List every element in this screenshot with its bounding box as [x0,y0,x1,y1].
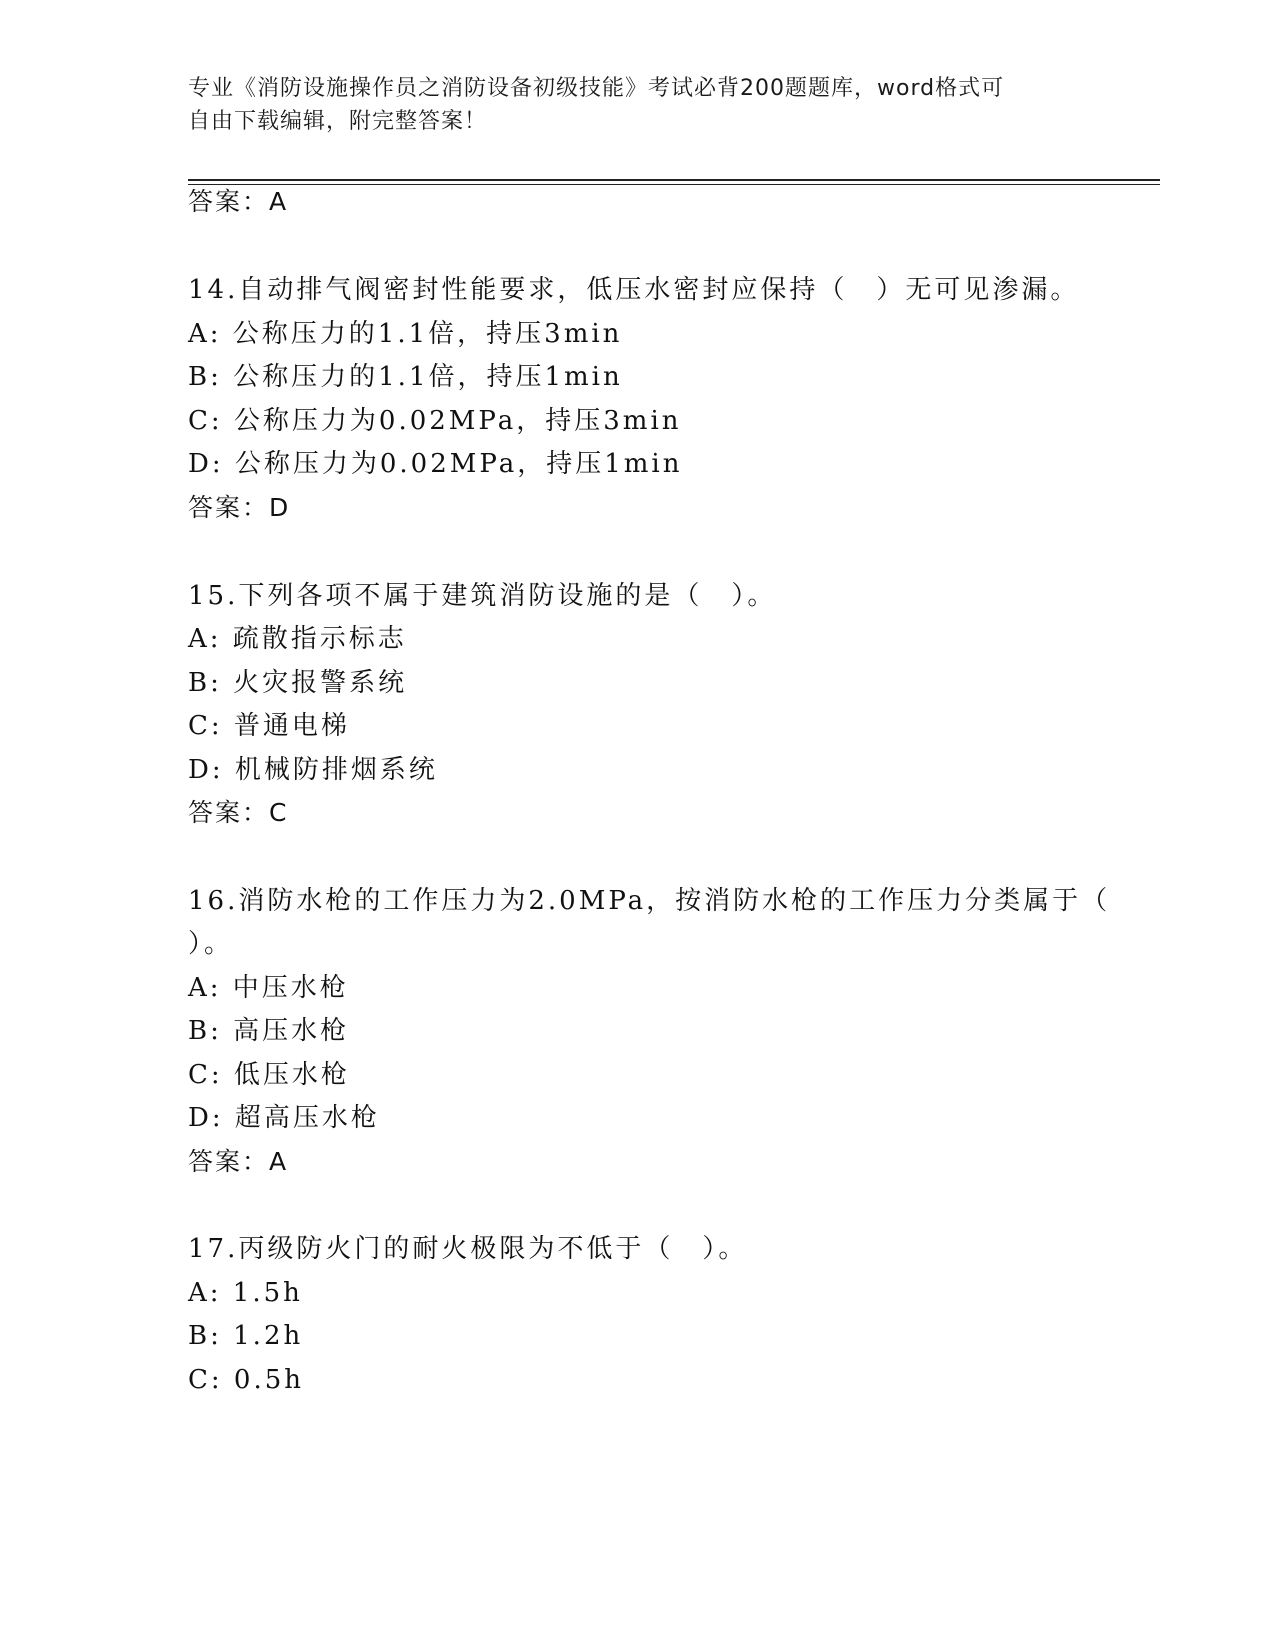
question-17-stem: 17.丙级防火门的耐火极限为不低于（ ）。 [188,1234,748,1264]
question-14-stem: 14.自动排气阀密封性能要求，低压水密封应保持（ ）无可见渗漏。 [188,275,1080,305]
question-14-answer: 答案：D [188,493,291,522]
question-16-stem: 16.消防水枪的工作压力为2.0MPa，按消防水枪的工作压力分类属于（ [188,886,1111,916]
question-15-option-b: B: 火灾报警系统 [188,668,408,698]
question-15-option-d: D: 机械防排烟系统 [188,755,438,785]
header-rule-thick [188,179,1160,181]
question-17-option-b: B: 1.2h [188,1321,304,1351]
question-16-option-a: A: 中压水枪 [188,973,349,1003]
question-15-option-c: C: 普通电梯 [188,711,350,741]
previous-answer: 答案：A [188,187,289,216]
question-17-option-a: A: 1.5h [188,1278,303,1308]
question-15-answer: 答案：C [188,798,289,827]
question-16-option-c: C: 低压水枪 [188,1060,350,1090]
question-16-option-d: D: 超高压水枪 [188,1103,380,1133]
question-14-option-d: D: 公称压力为0.02MPa，持压1min [188,449,683,479]
question-15-option-a: A: 疏散指示标志 [188,624,407,654]
header-rule-thin [188,184,1160,185]
question-14-option-b: B: 公称压力的1.1倍，持压1min [188,362,623,392]
question-17-option-c: C: 0.5h [188,1365,305,1395]
question-14-option-c: C: 公称压力为0.02MPa，持压3min [188,406,682,436]
header-line-1: 专业《消防设施操作员之消防设备初级技能》考试必背200题题库，word格式可 [188,76,1005,101]
question-15-stem: 15.下列各项不属于建筑消防设施的是（ ）。 [188,581,777,611]
document-header [188,72,1088,138]
question-14-option-a: A: 公称压力的1.1倍，持压3min [188,319,623,349]
question-16-answer: 答案：A [188,1147,289,1176]
question-16-stem-continued: ）。 [188,929,234,959]
question-16-option-b: B: 高压水枪 [188,1016,350,1046]
header-line-2: 自由下载编辑，附完整答案！ [188,109,488,134]
